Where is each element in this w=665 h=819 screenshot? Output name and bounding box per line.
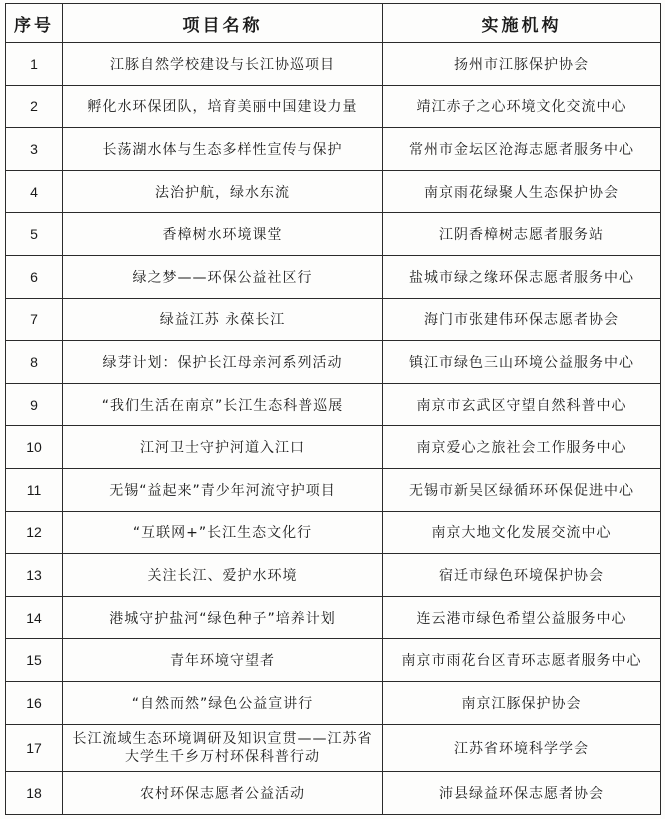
project-name: 绿之梦——环保公益社区行 bbox=[63, 255, 383, 298]
row-number: 16 bbox=[6, 681, 63, 724]
header-no: 序号 bbox=[6, 4, 63, 43]
table-row bbox=[6, 724, 661, 772]
row-number: 2 bbox=[6, 85, 63, 128]
project-name: “我们生活在南京”长江生态科普巡展 bbox=[63, 383, 383, 426]
implementing-organization: 无锡市新吴区绿循环环保促进中心 bbox=[383, 468, 661, 511]
implementing-organization: 江阴香樟树志愿者服务站 bbox=[383, 213, 661, 256]
implementing-organization: 南京江豚保护协会 bbox=[383, 681, 661, 724]
table-row bbox=[6, 43, 661, 86]
row-number: 4 bbox=[6, 170, 63, 213]
table-body bbox=[6, 43, 661, 815]
project-name: 关注长江、爱护水环境 bbox=[63, 554, 383, 597]
implementing-organization: 盐城市绿之缘环保志愿者服务中心 bbox=[383, 255, 661, 298]
row-number: 12 bbox=[6, 511, 63, 554]
row-number: 13 bbox=[6, 554, 63, 597]
row-number: 5 bbox=[6, 213, 63, 256]
table-row bbox=[6, 213, 661, 256]
table-row bbox=[6, 681, 661, 724]
implementing-organization: 常州市金坛区沧海志愿者服务中心 bbox=[383, 128, 661, 171]
table-row bbox=[6, 383, 661, 426]
row-number: 10 bbox=[6, 426, 63, 469]
row-number: 8 bbox=[6, 341, 63, 384]
project-name: 绿芽计划：保护长江母亲河系列活动 bbox=[63, 341, 383, 384]
row-number: 9 bbox=[6, 383, 63, 426]
table-row bbox=[6, 639, 661, 682]
project-name: 孵化水环保团队，培育美丽中国建设力量 bbox=[63, 85, 383, 128]
project-name: 绿益江苏 永葆长江 bbox=[63, 298, 383, 341]
project-name: 江豚自然学校建设与长江协巡项目 bbox=[63, 43, 383, 86]
row-number: 6 bbox=[6, 255, 63, 298]
table-row bbox=[6, 426, 661, 469]
row-number: 17 bbox=[6, 724, 63, 772]
implementing-organization: 南京雨花绿聚人生态保护协会 bbox=[383, 170, 661, 213]
row-number: 7 bbox=[6, 298, 63, 341]
implementing-organization: 南京市玄武区守望自然科普中心 bbox=[383, 383, 661, 426]
table-header-row bbox=[6, 4, 661, 43]
implementing-organization: 连云港市绿色希望公益服务中心 bbox=[383, 596, 661, 639]
table-row bbox=[6, 85, 661, 128]
row-number: 18 bbox=[6, 772, 63, 815]
table-row bbox=[6, 511, 661, 554]
row-number: 14 bbox=[6, 596, 63, 639]
project-name: 香樟树水环境课堂 bbox=[63, 213, 383, 256]
implementing-organization: 宿迁市绿色环境保护协会 bbox=[383, 554, 661, 597]
project-name: 法治护航，绿水东流 bbox=[63, 170, 383, 213]
row-number: 15 bbox=[6, 639, 63, 682]
project-name: 港城守护盐河“绿色种子”培养计划 bbox=[63, 596, 383, 639]
row-number: 11 bbox=[6, 468, 63, 511]
table-row bbox=[6, 468, 661, 511]
project-name: 江河卫士守护河道入江口 bbox=[63, 426, 383, 469]
table-row bbox=[6, 596, 661, 639]
project-name: “互联网+”长江生态文化行 bbox=[63, 511, 383, 554]
row-number: 3 bbox=[6, 128, 63, 171]
implementing-organization: 海门市张建伟环保志愿者协会 bbox=[383, 298, 661, 341]
project-name: 无锡“益起来”青少年河流守护项目 bbox=[63, 468, 383, 511]
project-table bbox=[5, 3, 661, 815]
implementing-organization: 南京大地文化发展交流中心 bbox=[383, 511, 661, 554]
project-name: 长荡湖水体与生态多样性宣传与保护 bbox=[63, 128, 383, 171]
implementing-organization: 靖江赤子之心环境文化交流中心 bbox=[383, 85, 661, 128]
project-name: “自然而然”绿色公益宣讲行 bbox=[63, 681, 383, 724]
implementing-organization: 沛县绿益环保志愿者协会 bbox=[383, 772, 661, 815]
table-row bbox=[6, 341, 661, 384]
table-row bbox=[6, 170, 661, 213]
table-row bbox=[6, 128, 661, 171]
row-number: 1 bbox=[6, 43, 63, 86]
header-project: 项目名称 bbox=[63, 4, 383, 43]
implementing-organization: 镇江市绿色三山环境公益服务中心 bbox=[383, 341, 661, 384]
implementing-organization: 扬州市江豚保护协会 bbox=[383, 43, 661, 86]
table-row bbox=[6, 255, 661, 298]
header-org: 实施机构 bbox=[383, 4, 661, 43]
project-name: 青年环境守望者 bbox=[63, 639, 383, 682]
project-name: 农村环保志愿者公益活动 bbox=[63, 772, 383, 815]
table-row bbox=[6, 772, 661, 815]
implementing-organization: 南京爱心之旅社会工作服务中心 bbox=[383, 426, 661, 469]
project-name: 长江流域生态环境调研及知识宣贯——江苏省大学生千乡万村环保科普行动 bbox=[63, 724, 383, 772]
implementing-organization: 江苏省环境科学学会 bbox=[383, 724, 661, 772]
table-row bbox=[6, 298, 661, 341]
table-row bbox=[6, 554, 661, 597]
implementing-organization: 南京市雨花台区青环志愿者服务中心 bbox=[383, 639, 661, 682]
